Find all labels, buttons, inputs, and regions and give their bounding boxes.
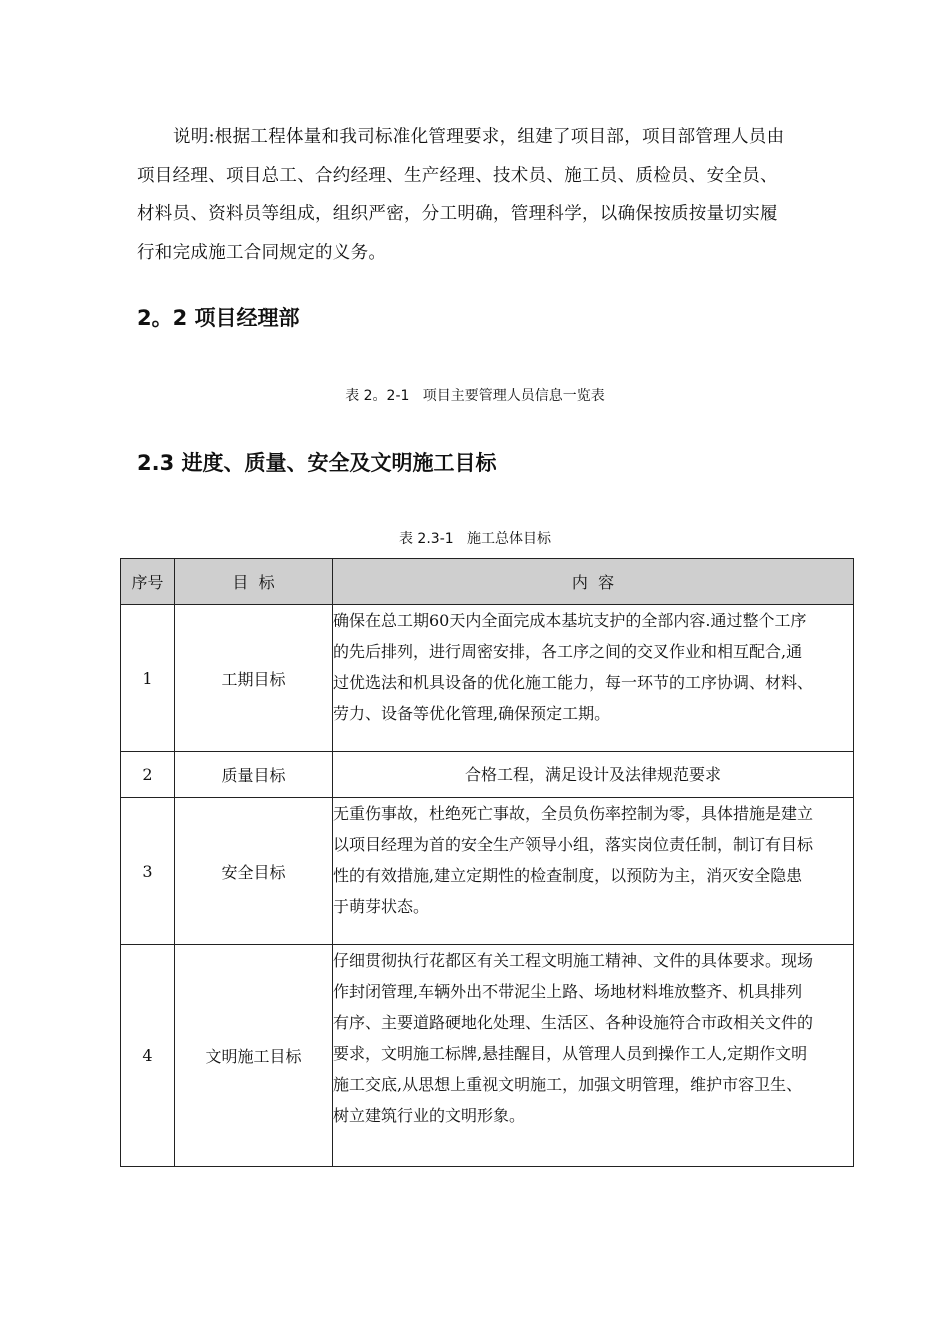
row-content	[333, 605, 854, 752]
row-content	[333, 945, 854, 1167]
intro-line: 说明:根据工程体量和我司标准化管理要求，组建了项目部，项目部管理人员由	[173, 127, 785, 147]
table-row	[121, 945, 854, 1167]
content-line: 施工交底,从思想上重视文明施工，加强文明管理，维护市容卫生、	[333, 1075, 803, 1094]
content-line: 性的有效措施,建立定期性的检查制度，以预防为主，消灭安全隐患	[333, 866, 803, 885]
content-line: 劳力、设备等优化管理,确保预定工期。	[333, 704, 611, 723]
row-number: 2	[121, 752, 175, 798]
row-target: 质量目标	[175, 752, 333, 798]
header-number: 序号	[121, 559, 175, 605]
content-line: 确保在总工期60天内全面完成本基坑支护的全部内容.通过整个工序	[333, 611, 807, 630]
table-row	[121, 798, 854, 945]
header-content: 内 容	[333, 559, 854, 605]
content-line: 以项目经理为首的安全生产领导小组，落实岗位责任制，制订有目标	[333, 835, 814, 854]
intro-line: 材料员、资料员等组成，组织严密，分工明确，管理科学，以确保按质按量切实履	[137, 204, 778, 224]
content-line: 过优选法和机具设备的优化施工能力，每一环节的工序协调、材料、	[333, 673, 814, 692]
table-header-row	[121, 559, 854, 605]
table-caption-2-2-1: 表 2。2-1 项目主要管理人员信息一览表	[345, 388, 605, 404]
content-line: 要求，文明施工标牌,悬挂醒目，从管理人员到操作工人,定期作文明	[333, 1044, 808, 1063]
section-heading-2-2: 2。2 项目经理部	[137, 306, 300, 330]
table-row	[121, 752, 854, 798]
content-line: 于萌芽状态。	[333, 897, 430, 916]
intro-line: 项目经理、项目总工、合约经理、生产经理、技术员、施工员、质检员、安全员、	[137, 165, 778, 186]
header-target: 目 标	[175, 559, 333, 605]
row-target: 工期目标	[175, 605, 333, 752]
content-line: 有序、主要道路硬地化处理、生活区、各种设施符合市政相关文件的	[333, 1013, 814, 1032]
goals-table	[120, 558, 854, 1167]
content-line: 树立建筑行业的文明形象。	[333, 1106, 526, 1125]
table-row	[121, 605, 854, 752]
row-content	[333, 752, 854, 798]
content-line: 仔细贯彻执行花都区有关工程文明施工精神、文件的具体要求。现场	[333, 951, 814, 970]
row-number: 4	[121, 945, 175, 1167]
content-line: 作封闭管理,车辆外出不带泥尘上路、场地材料堆放整齐、机具排列	[333, 982, 803, 1001]
intro-line: 行和完成施工合同规定的义务。	[137, 242, 387, 263]
row-number: 3	[121, 798, 175, 945]
row-target: 文明施工目标	[175, 945, 333, 1167]
row-number: 1	[121, 605, 175, 752]
table-caption-2-3-1: 表 2.3-1 施工总体目标	[398, 531, 552, 547]
section-heading-2-3: 2.3 进度、质量、安全及文明施工目标	[137, 451, 497, 475]
row-content	[333, 798, 854, 945]
content-line: 无重伤事故，杜绝死亡事故，全员负伤率控制为零，具体措施是建立	[333, 804, 814, 823]
content-line: 的先后排列，进行周密安排，各工序之间的交叉作业和相互配合,通	[333, 642, 803, 661]
content-line: 合格工程，满足设计及法律规范要求	[464, 765, 721, 784]
intro-paragraph	[137, 118, 857, 272]
row-target: 安全目标	[175, 798, 333, 945]
